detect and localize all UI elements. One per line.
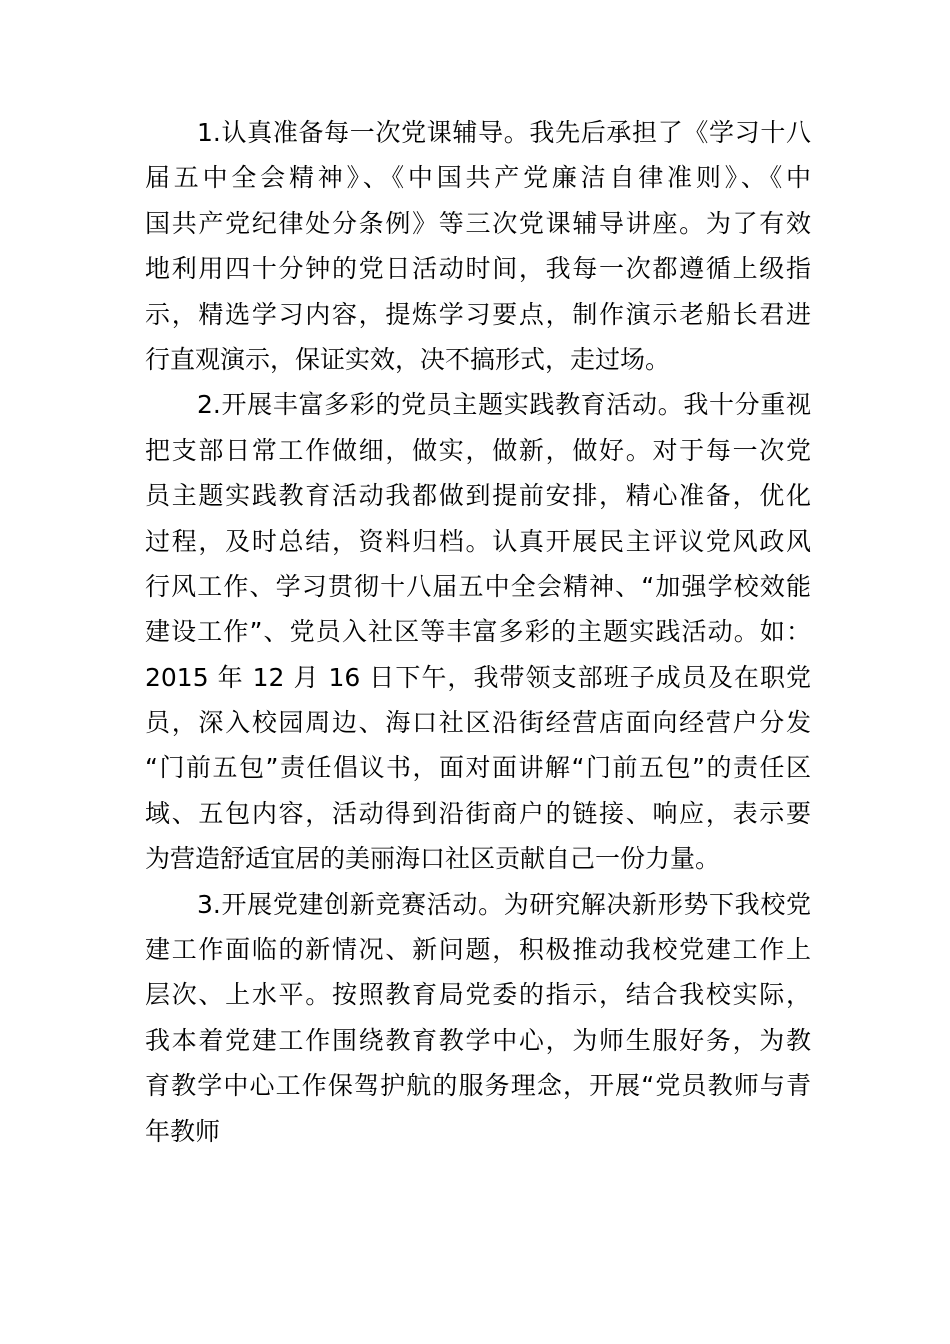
text-line: 建工作面临的新情况、新问题，积极推动我校党建工作上 [145,935,811,965]
text-line: “门前五包”责任倡议书，面对面讲解“门前五包”的责任区 [145,753,811,783]
document-page [145,110,811,1154]
text-line: 域、五包内容，活动得到沿街商户的链接、响应，表示要 [145,798,811,828]
text-line: 国共产党纪律处分条例》等三次党课辅导讲座。为了有效 [145,208,811,238]
text-line: 年教师 [145,1116,221,1146]
text-line: 建设工作”、党员入社区等丰富多彩的主题实践活动。如： [145,617,811,647]
text-line: 行直观演示，保证实效，决不搞形式，走过场。 [145,344,671,374]
text-line: 行风工作、学习贯彻十八届五中全会精神、“加强学校效能 [145,571,811,601]
text-line: 为营造舒适宜居的美丽海口社区贡献自己一份力量。 [145,844,721,874]
text-line: 把支部日常工作做细，做实，做新，做好。对于每一次党 [145,435,811,465]
text-line: 3.开展党建创新竞赛活动。为研究解决新形势下我校党 [197,889,811,919]
text-line: 层次、上水平。按照教育局党委的指示，结合我校实际， [145,980,811,1010]
text-line: 地利用四十分钟的党日活动时间，我每一次都遵循上级指 [145,254,811,284]
paragraph-1 [145,110,811,382]
text-line: 员主题实践教育活动我都做到提前安排，精心准备，优化 [145,481,811,511]
text-line: 我本着党建工作围绕教育教学中心，为师生服好务，为教 [145,1025,811,1055]
text-line: 员，深入校园周边、海口社区沿街经营店面向经营户分发 [145,708,811,738]
text-line: 1.认真准备每一次党课辅导。我先后承担了《学习十八 [197,118,811,147]
text-line: 过程，及时总结，资料归档。认真开展民主评议党风政风 [145,526,811,556]
text-line: 示，精选学习内容，提炼学习要点，制作演示老船长君进 [145,299,811,329]
text-line: 2.开展丰富多彩的党员主题实践教育活动。我十分重视 [197,390,811,420]
text-line: 届五中全会精神》、《中国共产党廉洁自律准则》、《中 [145,163,811,193]
paragraph-3 [145,882,811,1154]
text-line: 2015 年 12 月 16 日下午，我带领支部班子成员及在职党 [145,662,811,692]
text-line: 育教学中心工作保驾护航的服务理念，开展“党员教师与青 [145,1071,811,1101]
paragraph-2 [145,382,811,881]
